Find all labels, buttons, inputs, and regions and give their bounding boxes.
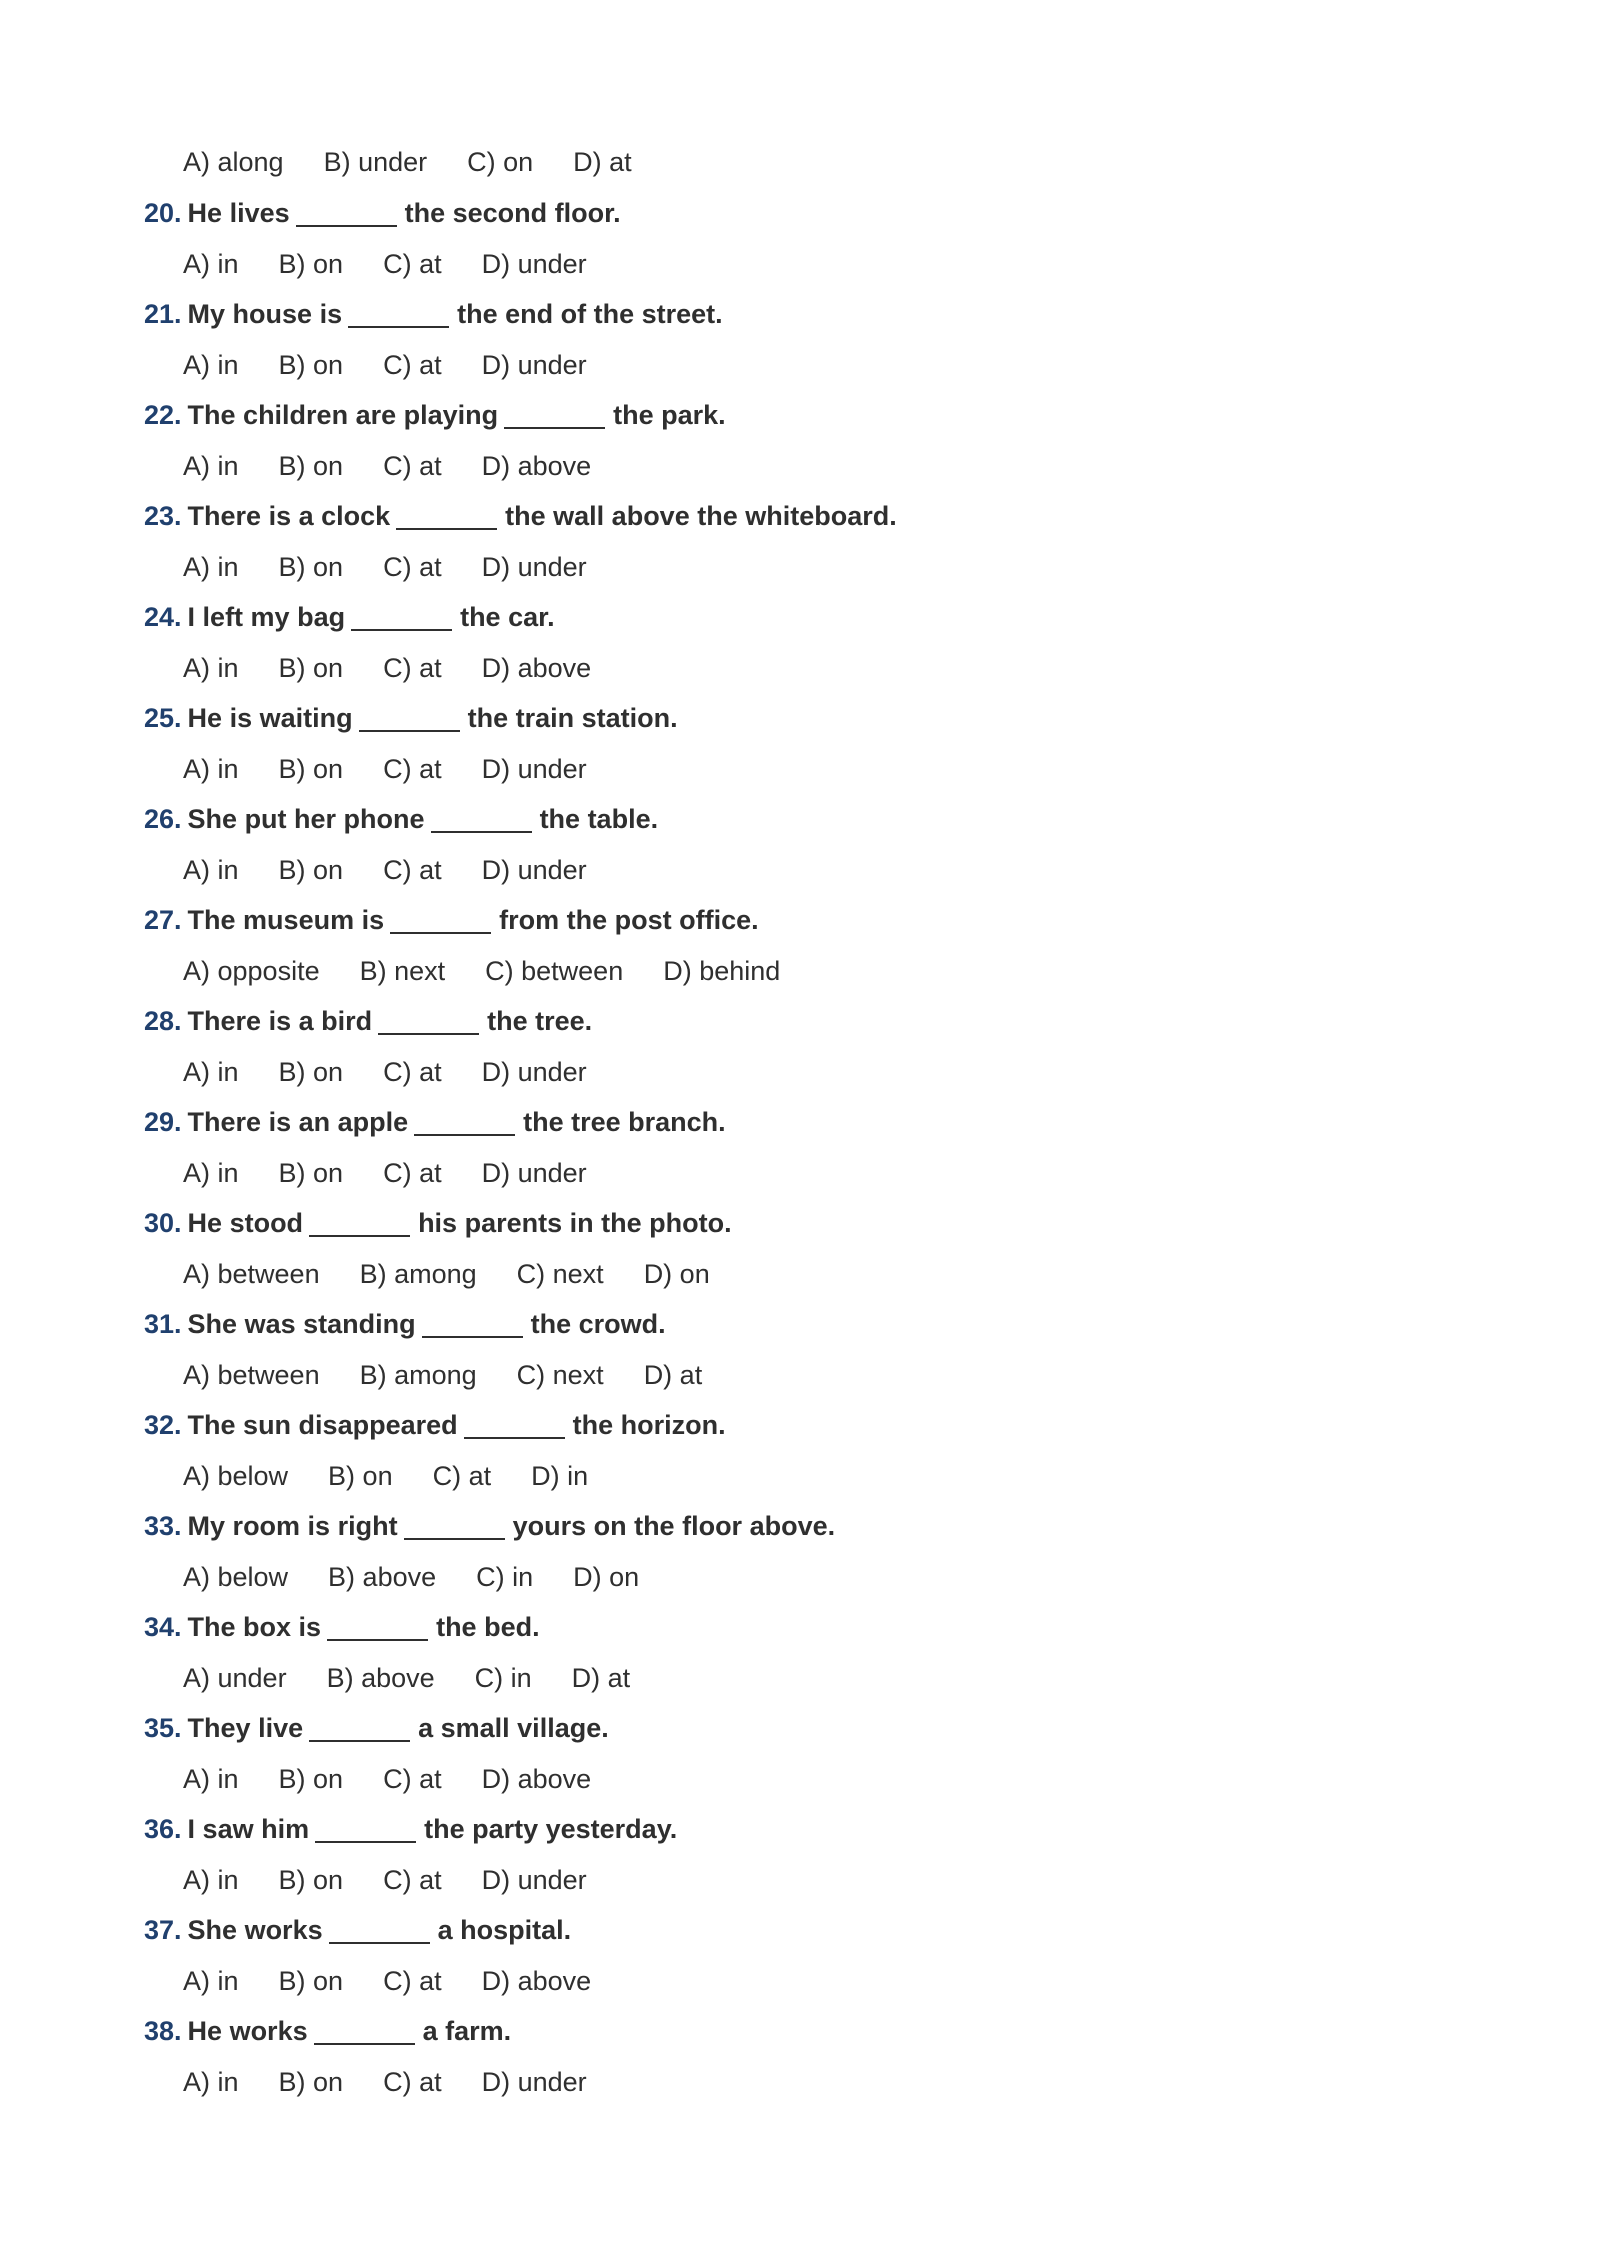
question-text <box>144 996 1444 1047</box>
option: C) on <box>467 146 534 177</box>
question-item <box>144 289 1444 390</box>
question-list <box>144 136 1444 2107</box>
options-row-19 <box>144 136 1444 188</box>
question-stem-end: the car. <box>460 602 555 632</box>
question-stem-start: I left my bag <box>187 602 346 632</box>
question-number: 24. <box>144 602 182 632</box>
question-stem-end: a small village. <box>418 1713 609 1743</box>
question-item <box>144 996 1444 1097</box>
option: B) among <box>359 1359 477 1390</box>
question-number: 32. <box>144 1410 182 1440</box>
question-item <box>144 1905 1444 2006</box>
answer-blank <box>359 706 460 732</box>
option: A) in <box>183 1056 239 1087</box>
option: A) below <box>183 1460 289 1491</box>
answer-blank <box>329 1918 430 1944</box>
answer-blank <box>431 807 532 833</box>
option: C) in <box>476 1561 534 1592</box>
question-item <box>144 895 1444 996</box>
question-stem-start: He works <box>187 2016 308 2046</box>
question-stem-start: She put her phone <box>187 804 425 834</box>
question-number: 22. <box>144 400 182 430</box>
question-stem-start: The museum is <box>187 905 385 935</box>
option: B) among <box>359 1258 477 1289</box>
option: A) in <box>183 1157 239 1188</box>
option: D) above <box>481 450 592 481</box>
options-row <box>144 1047 1444 1097</box>
question-item <box>144 1703 1444 1804</box>
answer-blank <box>390 908 491 934</box>
option: D) above <box>481 1965 592 1996</box>
option: A) in <box>183 349 239 380</box>
question-stem-end: yours on the floor above. <box>512 1511 836 1541</box>
question-text <box>144 1400 1444 1451</box>
question-number: 20. <box>144 198 182 228</box>
question-stem-start: There is a bird <box>187 1006 373 1036</box>
question-item <box>144 491 1444 592</box>
question-text <box>144 1097 1444 1148</box>
option: D) at <box>643 1359 703 1390</box>
option: D) under <box>481 753 587 784</box>
option: D) under <box>481 1864 587 1895</box>
question-item <box>144 390 1444 491</box>
question-text <box>144 1905 1444 1956</box>
option: A) below <box>183 1561 289 1592</box>
question-text <box>144 1703 1444 1754</box>
option: A) in <box>183 1965 239 1996</box>
question-text <box>144 289 1444 340</box>
question-item <box>144 1198 1444 1299</box>
option: D) under <box>481 1157 587 1188</box>
options-row <box>144 1653 1444 1703</box>
question-item <box>144 1804 1444 1905</box>
option: D) under <box>481 1056 587 1087</box>
option: A) along <box>183 146 284 177</box>
option: C) next <box>516 1359 604 1390</box>
question-stem-end: the horizon. <box>572 1410 726 1440</box>
question-stem-end: the train station. <box>467 703 678 733</box>
options-row <box>144 441 1444 491</box>
question-stem-end: from the post office. <box>499 905 759 935</box>
answer-blank <box>422 1312 523 1338</box>
question-number: 25. <box>144 703 182 733</box>
answer-blank <box>309 1211 410 1237</box>
option: B) on <box>278 248 344 279</box>
options-row <box>144 643 1444 693</box>
option: B) next <box>359 955 446 986</box>
question-text <box>144 1198 1444 1249</box>
options-row <box>144 744 1444 794</box>
question-number: 36. <box>144 1814 182 1844</box>
option: A) in <box>183 450 239 481</box>
option: A) in <box>183 753 239 784</box>
question-text <box>144 592 1444 643</box>
answer-blank <box>296 201 397 227</box>
option: B) under <box>323 146 428 177</box>
option: A) in <box>183 248 239 279</box>
question-number: 33. <box>144 1511 182 1541</box>
option: C) at <box>383 2066 442 2097</box>
question-text <box>144 2006 1444 2057</box>
options-row <box>144 340 1444 390</box>
option: D) at <box>573 146 632 177</box>
question-stem-end: the tree. <box>487 1006 593 1036</box>
option: C) at <box>432 1460 492 1491</box>
question-item <box>144 1602 1444 1703</box>
question-number: 27. <box>144 905 182 935</box>
question-stem-start: There is a clock <box>187 501 391 531</box>
question-number: 34. <box>144 1612 182 1642</box>
question-stem-end: the table. <box>539 804 659 834</box>
question-stem-end: his parents in the photo. <box>418 1208 732 1238</box>
option: C) between <box>485 955 624 986</box>
question-number: 28. <box>144 1006 182 1036</box>
option: D) under <box>481 248 587 279</box>
option: B) on <box>278 1157 344 1188</box>
option: B) on <box>278 1763 344 1794</box>
question-stem-end: a farm. <box>422 2016 512 2046</box>
question-number: 31. <box>144 1309 182 1339</box>
option: D) on <box>643 1258 710 1289</box>
answer-blank <box>327 1615 428 1641</box>
question-text <box>144 693 1444 744</box>
question-text <box>144 794 1444 845</box>
question-stem-start: The children are playing <box>187 400 499 430</box>
question-stem-start: I saw him <box>187 1814 310 1844</box>
options-row <box>144 1249 1444 1299</box>
options-row <box>144 1350 1444 1400</box>
question-stem-start: He lives <box>187 198 290 228</box>
option: C) at <box>383 652 442 683</box>
option: A) under <box>183 1662 287 1693</box>
option: B) on <box>278 2066 344 2097</box>
question-stem-end: the wall above the whiteboard. <box>505 501 897 531</box>
answer-blank <box>309 1716 410 1742</box>
option: C) next <box>516 1258 604 1289</box>
question-stem-start: They live <box>187 1713 304 1743</box>
option: B) above <box>326 1662 435 1693</box>
option: C) at <box>383 1965 442 1996</box>
option: C) at <box>383 1157 442 1188</box>
option: C) at <box>383 1056 442 1087</box>
question-number: 26. <box>144 804 182 834</box>
question-item <box>144 1501 1444 1602</box>
question-stem-end: the park. <box>613 400 726 430</box>
options-row <box>144 239 1444 289</box>
option: D) above <box>481 1763 592 1794</box>
answer-blank <box>378 1009 479 1035</box>
question-text <box>144 390 1444 441</box>
question-stem-start: My house is <box>187 299 343 329</box>
option: B) on <box>328 1460 393 1491</box>
question-item <box>144 592 1444 693</box>
question-text <box>144 1299 1444 1350</box>
question-stem-end: the second floor. <box>404 198 621 228</box>
option: C) in <box>474 1662 532 1693</box>
answer-blank <box>404 1514 505 1540</box>
option: B) on <box>278 854 344 885</box>
question-text <box>144 1602 1444 1653</box>
option: B) on <box>278 1965 344 1996</box>
answer-blank <box>414 1110 515 1136</box>
question-stem-start: She works <box>187 1915 323 1945</box>
question-stem-start: She was standing <box>187 1309 416 1339</box>
question-text <box>144 1804 1444 1855</box>
question-text <box>144 491 1444 542</box>
option: B) on <box>278 349 344 380</box>
question-number: 23. <box>144 501 182 531</box>
options-row <box>144 542 1444 592</box>
question-number: 30. <box>144 1208 182 1238</box>
options-row <box>144 845 1444 895</box>
option: D) on <box>573 1561 640 1592</box>
answer-blank <box>315 1817 416 1843</box>
question-stem-start: He stood <box>187 1208 304 1238</box>
question-stem-start: The box is <box>187 1612 322 1642</box>
question-number: 37. <box>144 1915 182 1945</box>
option: A) in <box>183 2066 239 2097</box>
question-text <box>144 895 1444 946</box>
question-stem-end: the end of the street. <box>457 299 723 329</box>
question-stem-end: the tree branch. <box>523 1107 726 1137</box>
answer-blank <box>348 302 449 328</box>
answer-blank <box>464 1413 565 1439</box>
option: A) in <box>183 1763 239 1794</box>
question-stem-start: My room is right <box>187 1511 398 1541</box>
question-text <box>144 188 1444 239</box>
question-item <box>144 1400 1444 1501</box>
options-row <box>144 2057 1444 2107</box>
option: B) above <box>328 1561 437 1592</box>
option: B) on <box>278 551 344 582</box>
answer-blank <box>504 403 605 429</box>
question-item <box>144 188 1444 289</box>
question-item <box>144 2006 1444 2107</box>
option: C) at <box>383 450 442 481</box>
question-stem-start: The sun disappeared <box>187 1410 458 1440</box>
options-row <box>144 946 1444 996</box>
question-item <box>144 1299 1444 1400</box>
option: C) at <box>383 1763 442 1794</box>
options-row <box>144 1148 1444 1198</box>
option: B) on <box>278 753 344 784</box>
option: A) in <box>183 652 239 683</box>
option: A) in <box>183 551 239 582</box>
question-number: 38. <box>144 2016 182 2046</box>
option: D) in <box>531 1460 589 1491</box>
question-item <box>144 1097 1444 1198</box>
option: A) opposite <box>183 955 320 986</box>
question-stem-end: the party yesterday. <box>424 1814 678 1844</box>
option: A) in <box>183 1864 239 1895</box>
option: C) at <box>383 1864 442 1895</box>
option: A) between <box>183 1258 320 1289</box>
question-number: 35. <box>144 1713 182 1743</box>
answer-blank <box>396 504 497 530</box>
options-row <box>144 1956 1444 2006</box>
option: A) between <box>183 1359 320 1390</box>
option: D) under <box>481 349 587 380</box>
options-row <box>144 1451 1444 1501</box>
question-stem-end: the crowd. <box>530 1309 666 1339</box>
question-item <box>144 693 1444 794</box>
question-stem-end: a hospital. <box>437 1915 572 1945</box>
option: B) on <box>278 450 344 481</box>
option: D) above <box>481 652 592 683</box>
question-text <box>144 1501 1444 1552</box>
option: C) at <box>383 753 442 784</box>
option: D) at <box>571 1662 631 1693</box>
question-stem-start: He is waiting <box>187 703 353 733</box>
question-number: 21. <box>144 299 182 329</box>
option: B) on <box>278 1056 344 1087</box>
option: A) in <box>183 854 239 885</box>
answer-blank <box>314 2019 415 2045</box>
options-row <box>144 1552 1444 1602</box>
option: C) at <box>383 551 442 582</box>
option: D) under <box>481 551 587 582</box>
question-stem-end: the bed. <box>436 1612 540 1642</box>
option: D) under <box>481 2066 587 2097</box>
question-number: 29. <box>144 1107 182 1137</box>
question-stem-start: There is an apple <box>187 1107 409 1137</box>
option: C) at <box>383 349 442 380</box>
option: D) under <box>481 854 587 885</box>
option: C) at <box>383 248 442 279</box>
option: C) at <box>383 854 442 885</box>
option: B) on <box>278 652 344 683</box>
option: D) behind <box>663 955 781 986</box>
options-row <box>144 1855 1444 1905</box>
answer-blank <box>351 605 452 631</box>
question-item <box>144 794 1444 895</box>
option: B) on <box>278 1864 344 1895</box>
options-row <box>144 1754 1444 1804</box>
